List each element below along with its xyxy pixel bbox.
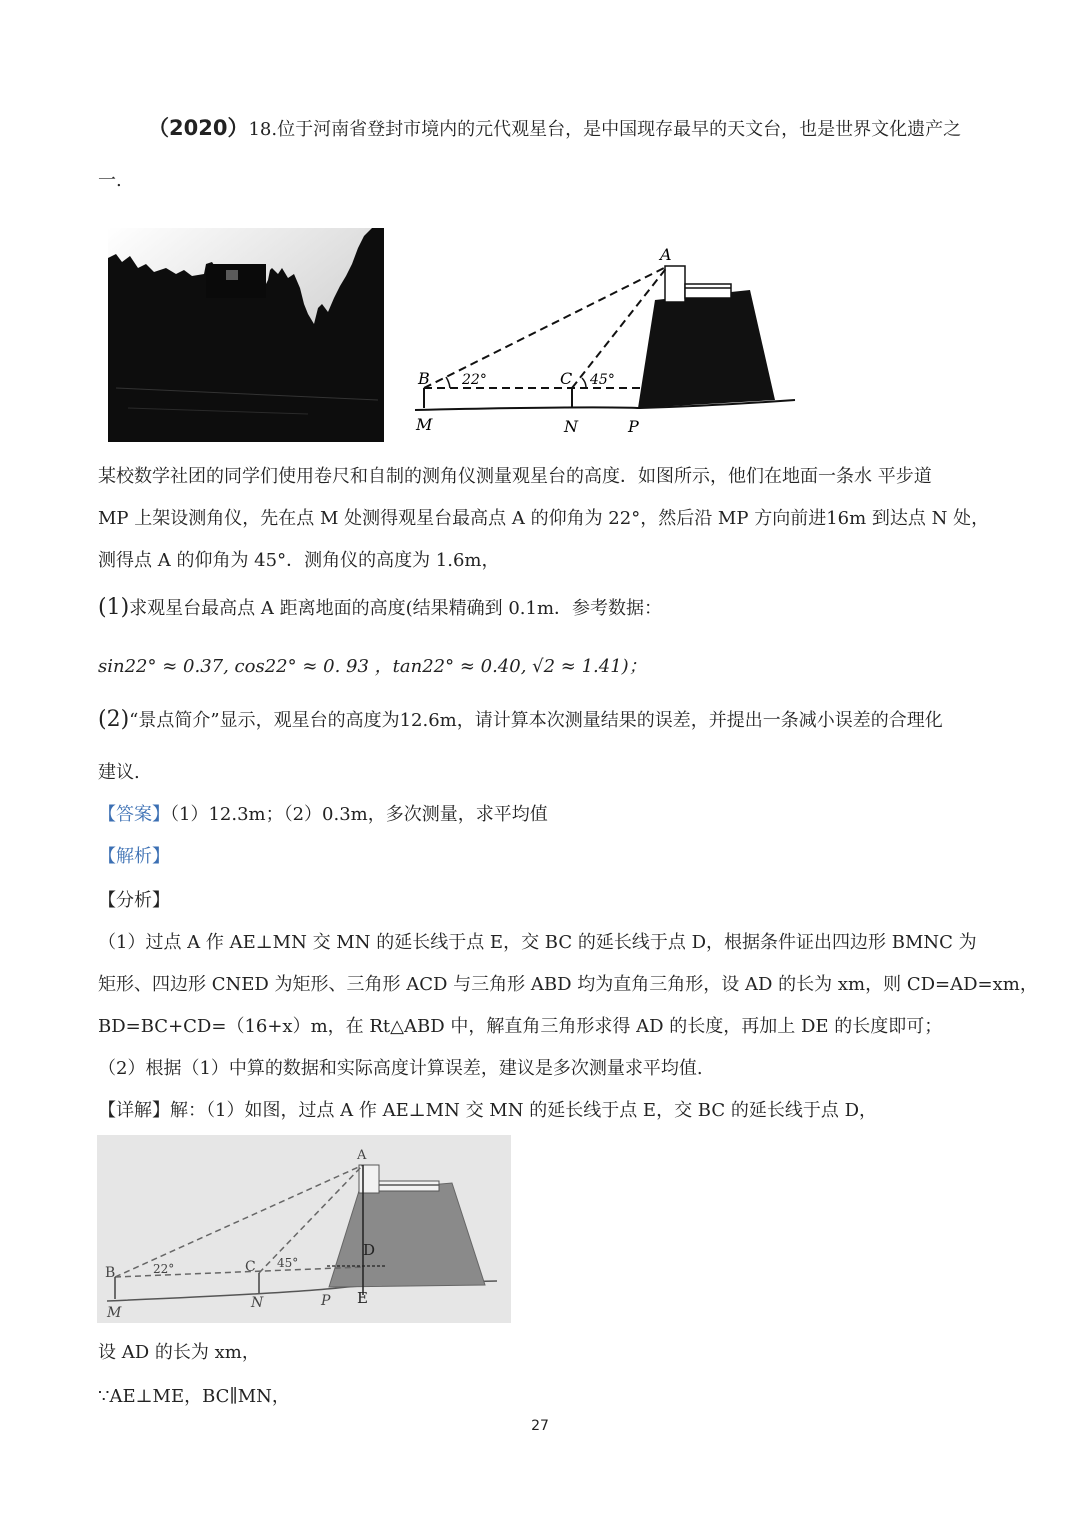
label-p-2: P: [321, 1293, 331, 1309]
question-line-1: 18.位于河南省登封市境内的元代观星台，是中国现存最早的天文台，也是世界文化遗产之: [248, 119, 962, 140]
desc-line-2: MP 上架设测角仪，先在点 M 处测得观星台最高点 A 的仰角为 22°，然后沿 MP 方向前进16m 到达点 N 处，: [98, 508, 990, 529]
answer-tag: 【答案】: [98, 804, 170, 825]
label-b-2: B: [105, 1265, 116, 1281]
detail-after-1: 设 AD 的长为 xm，: [98, 1342, 260, 1363]
label-a: A: [660, 245, 672, 264]
answer-text: （1）12.3m；（2）0.3m，多次测量，求平均值: [170, 804, 548, 825]
diagram-2: [97, 1135, 511, 1323]
label-m-2: M: [107, 1305, 122, 1321]
angle-label-c: 45°: [590, 372, 615, 388]
desc-line-1: 某校数学社团的同学们使用卷尺和自制的测角仪测量观星台的高度．如图所示，他们在地面一条水 平步道: [98, 466, 932, 487]
fenxi-line-2: 矩形、四边形 CNED 为矩形、三角形 ACD 与三角形 ABD 均为直角三角形，设 AD 的长为 xm，则 CD=AD=xm，: [98, 974, 1038, 995]
desc-line-3: 测得点 A 的仰角为 45°．测角仪的高度为 1.6m，: [98, 550, 500, 571]
label-c: C: [560, 369, 573, 388]
question-header: [148, 112, 961, 142]
label-b: B: [418, 369, 430, 388]
detail-text: 解：（1）如图，过点 A 作 AE⊥MN 交 MN 的延长线于点 E，交 BC 的延长线于点 D，: [170, 1100, 877, 1121]
detail-tag: 【详解】: [98, 1100, 170, 1121]
label-p: P: [628, 417, 639, 436]
label-m: M: [416, 415, 433, 434]
fenxi-tag: 【分析】: [98, 890, 170, 911]
year-tag: （2020）: [148, 116, 249, 140]
fenxi-line-4: （2）根据（1）中算的数据和实际高度计算误差，建议是多次测量求平均值.: [98, 1058, 703, 1079]
page-number: 27: [531, 1418, 549, 1434]
sight-lines: [424, 266, 668, 388]
fenxi-line-3: BD=BC+CD=（16+x）m，在 Rt△ABD 中，解直角三角形求得 AD 的长度，再加上 DE 的长度即可；: [98, 1016, 943, 1037]
angle-label-b: 22°: [462, 372, 487, 388]
label-n-2: N: [251, 1295, 264, 1311]
fenxi-line-1: （1）过点 A 作 AE⊥MN 交 MN 的延长线于点 E，交 BC 的延长线于点 D，根据条件证出四边形 BMNC 为: [98, 932, 977, 953]
label-e-2: E: [357, 1289, 368, 1307]
answer-line: [98, 800, 548, 826]
question-line-2: 一.: [98, 170, 122, 191]
part-2-end: 建议.: [98, 762, 140, 783]
part-1-number: (1): [98, 595, 130, 620]
part-1-reference: sin22° ≈ 0.37, cos22° ≈ 0. 93 ，tan22° ≈ 0.40, √2 ≈ 1.41)；: [98, 656, 647, 677]
part-1: [98, 594, 662, 620]
label-d-2: D: [363, 1241, 376, 1259]
part-2-number: (2): [98, 707, 130, 732]
part-2: [98, 706, 943, 732]
observatory-photo: [108, 228, 384, 442]
analysis-tag: 【解析】: [98, 846, 170, 867]
label-a-2: A: [357, 1148, 367, 1163]
label-c-2: C: [245, 1259, 256, 1275]
label-n: N: [564, 417, 578, 436]
diagram-1: [410, 240, 800, 440]
angle-label-b-2: 22°: [153, 1262, 175, 1276]
part-2-text: “景点简介”显示，观星台的高度为12.6m，请计算本次测量结果的误差，并提出一条减小误差的合理化: [129, 710, 943, 731]
detail-after-2: ∵AE⊥ME，BC∥MN，: [98, 1386, 290, 1407]
part-1-text: 求观星台最高点 A 距离地面的高度(结果精确到 0.1m．参考数据：: [129, 598, 663, 619]
observatory-tower: [638, 266, 775, 408]
detail-line: [98, 1096, 877, 1122]
angle-label-c-2: 45°: [277, 1256, 299, 1270]
